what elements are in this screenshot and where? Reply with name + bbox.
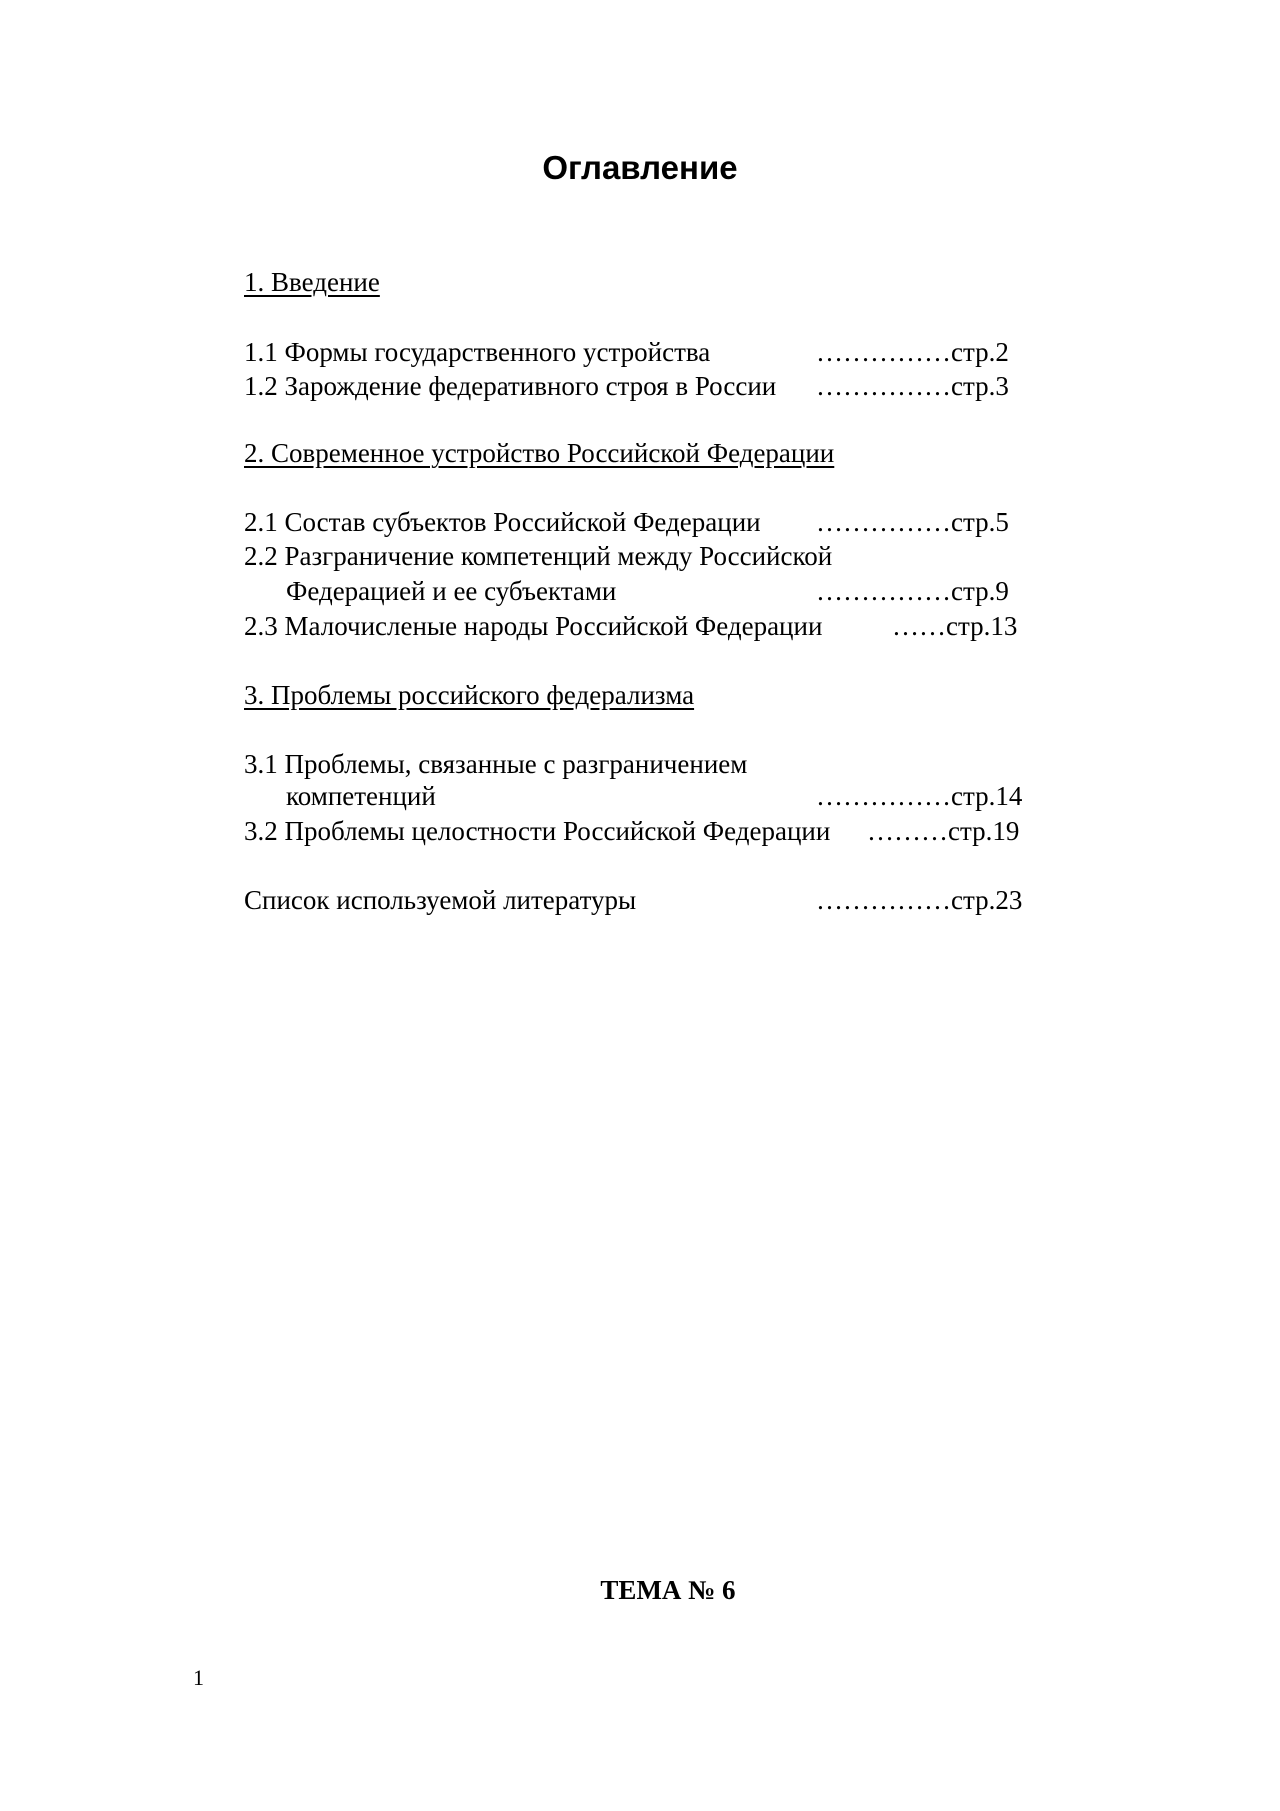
toc-entry-3-2-page: ………стр.19 xyxy=(867,816,1020,846)
theme-label: ТЕМА № 6 xyxy=(600,1575,736,1605)
section-heading-2: 2. Современное устройство Российской Федерации xyxy=(244,438,835,468)
toc-entry-1-2-page: ……………стр.3 xyxy=(816,371,1009,401)
toc-entry-2-2-line2: Федерацией и ее субъектами xyxy=(286,576,617,606)
toc-entry-3-1-page: ……………стр.14 xyxy=(816,781,1023,811)
toc-entry-3-1-line2: компетенций xyxy=(286,781,436,811)
toc-entry-bibliography: Список используемой литературы xyxy=(244,885,637,915)
toc-entry-1-2: 1.2 Зарождение федеративного строя в России xyxy=(244,371,777,401)
page-number: 1 xyxy=(193,1665,204,1690)
toc-entry-1-1-page: ……………стр.2 xyxy=(816,337,1009,367)
section-heading-1: 1. Введение xyxy=(244,267,380,297)
toc-entry-2-2-line1: 2.2 Разграничение компетенций между Российской xyxy=(244,541,833,571)
toc-entry-1-1: 1.1 Формы государственного устройства xyxy=(244,337,711,367)
toc-entry-2-1-page: ……………стр.5 xyxy=(816,507,1009,537)
toc-entry-2-2-page: ……………стр.9 xyxy=(816,576,1009,606)
toc-entry-bibliography-page: ……………стр.23 xyxy=(816,885,1023,915)
toc-entry-2-3-page: ……стр.13 xyxy=(892,611,1018,641)
toc-entry-3-2: 3.2 Проблемы целостности Российской Федерации xyxy=(244,816,831,846)
toc-title: Оглавление xyxy=(542,149,738,186)
toc-entry-3-1-line1: 3.1 Проблемы, связанные с разграничением xyxy=(244,749,748,779)
toc-entry-2-3: 2.3 Малочисленые народы Российской Федерации xyxy=(244,611,823,641)
section-heading-3: 3. Проблемы российского федерализма xyxy=(244,680,695,710)
toc-entry-2-1: 2.1 Состав субъектов Российской Федерации xyxy=(244,507,761,537)
